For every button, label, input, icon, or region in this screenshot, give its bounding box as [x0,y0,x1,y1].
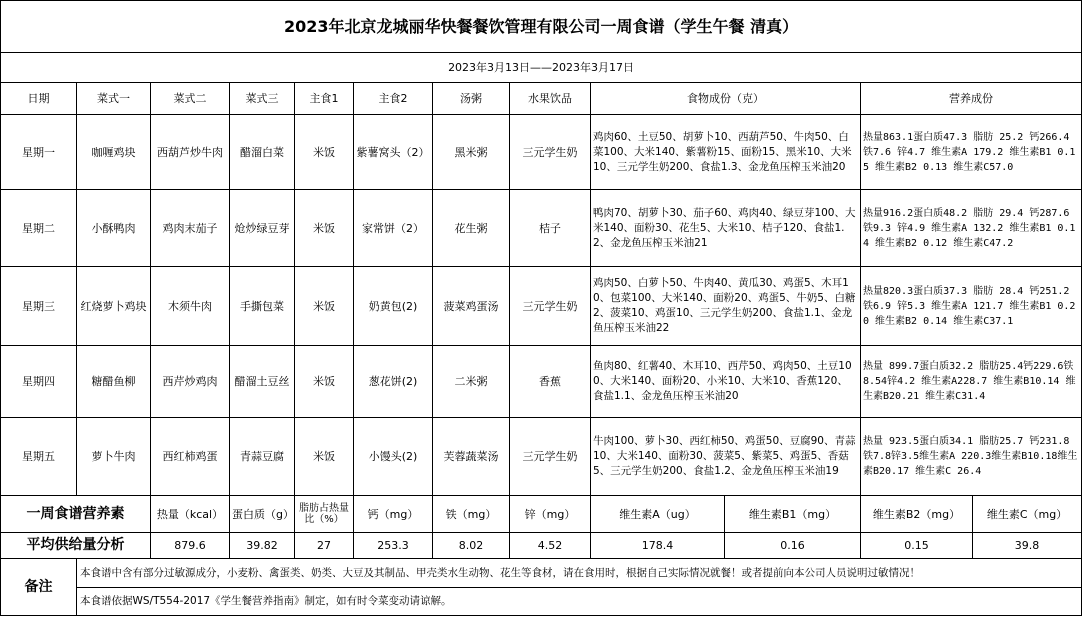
dish2: 西葫芦炒牛肉 [151,115,230,190]
summary-header-vitamin-a: 维生素A（ug） [591,496,725,533]
dish1: 咖喱鸡块 [77,115,151,190]
table-row [1,115,1082,190]
col-header-date: 日期 [1,83,77,115]
allergen-note: 本食谱中含有部分过敏源成分，小麦粉、禽蛋类、奶类、大豆及其制品、甲壳类水生动物、花生等食材，请在食用时，根据自己实际情况就餐！或者提前向本公司人员说明过敏情况！ [77,559,1082,588]
day-name: 星期四 [1,346,77,418]
summary-header-vitamin-c: 维生素C（mg） [973,496,1082,533]
dish1: 萝卜牛肉 [77,418,151,496]
dish3: 手撕包菜 [230,267,295,346]
dish2: 西红柿鸡蛋 [151,418,230,496]
col-header-dish2: 菜式二 [151,83,230,115]
table-row [1,267,1082,346]
nutrition-cell: 热量 923.5蛋白质34.1 脂肪25.7 钙231.8铁7.8锌3.5维生素A 220.3维生素B10.18维生素B20.17 维生素C 26.4 [861,418,1082,496]
staple1: 米饭 [295,115,354,190]
summary-value-protein: 39.82 [230,533,295,559]
dish2: 西芹炒鸡肉 [151,346,230,418]
col-header-soup: 汤粥 [433,83,510,115]
day-name: 星期二 [1,190,77,267]
dish3: 醋溜白菜 [230,115,295,190]
col-header-dish1: 菜式一 [77,83,151,115]
table-row [1,418,1082,496]
soup: 花生粥 [433,190,510,267]
dish3: 炝炒绿豆芽 [230,190,295,267]
soup: 芙蓉蔬菜汤 [433,418,510,496]
summary-header-calcium: 钙（mg） [354,496,433,533]
dish3: 青蒜豆腐 [230,418,295,496]
staple1: 米饭 [295,418,354,496]
dish1: 糖醋鱼柳 [77,346,151,418]
summary-value-vitamin-b2: 0.15 [861,533,973,559]
summary-value-vitamin-a: 178.4 [591,533,725,559]
notes-row [1,588,1082,616]
page-title: 2023年北京龙城丽华快餐餐饮管理有限公司一周食谱（学生午餐 清真） [1,1,1082,53]
notes-label: 备注 [1,559,77,616]
ingredients-cell: 鸡肉60、土豆50、胡萝卜10、西葫芦50、牛肉50、白菜100、大米140、紫薯粉15、面粉15、黑米10、大米10、三元学生奶200、食盐1.3、金龙鱼压榨玉米油20 [591,115,861,190]
summary-value-fat: 27 [295,533,354,559]
dish3: 醋溜土豆丝 [230,346,295,418]
col-header-fruit: 水果饮品 [510,83,591,115]
fruit-drink: 三元学生奶 [510,267,591,346]
dish1: 小酥鸭肉 [77,190,151,267]
summary-header-energy: 热量（kcal） [151,496,230,533]
day-name: 星期一 [1,115,77,190]
summary-value-calcium: 253.3 [354,533,433,559]
col-header-dish3: 菜式三 [230,83,295,115]
col-header-nutrition: 营养成份 [861,83,1082,115]
col-header-staple2: 主食2 [354,83,433,115]
dish2: 鸡肉末茄子 [151,190,230,267]
ingredients-cell: 牛肉100、萝卜30、西红柿50、鸡蛋50、豆腐90、青蒜10、大米140、面粉30、菠菜5、紫菜5、鸡蛋5、香菇5、三元学生奶200、食盐1.2、金龙鱼压榨玉米油19 [591,418,861,496]
col-header-staple1: 主食1 [295,83,354,115]
fruit-drink: 三元学生奶 [510,418,591,496]
col-header-ingredients: 食物成份（克） [591,83,861,115]
summary-value-row [1,533,1082,559]
summary-header-vitamin-b1: 维生素B1（mg） [725,496,861,533]
staple1: 米饭 [295,190,354,267]
nutrition-cell: 热量820.3蛋白质37.3 脂肪 28.4 钙251.2 铁6.9 锌5.3 维生素A 121.7 维生素B1 0.20 维生素B2 0.14 维生素C37.1 [861,267,1082,346]
header-row [1,83,1082,115]
ingredients-cell: 鱼肉80、红薯40、木耳10、西芹50、鸡肉50、土豆100、大米140、面粉20、小米10、大米10、香蕉120、食盐1.1、金龙鱼压榨玉米油20 [591,346,861,418]
table-row [1,190,1082,267]
staple2: 家常饼（2） [354,190,433,267]
staple2: 葱花饼(2) [354,346,433,418]
soup: 黑米粥 [433,115,510,190]
staple1: 米饭 [295,346,354,418]
notes-row [1,559,1082,588]
summary-value-vitamin-b1: 0.16 [725,533,861,559]
nutrition-cell: 热量863.1蛋白质47.3 脂肪 25.2 钙266.4 铁7.6 锌4.7 维生素A 179.2 维生素B1 0.15 维生素B2 0.13 维生素C57.0 [861,115,1082,190]
staple2: 奶黄包(2) [354,267,433,346]
day-name: 星期三 [1,267,77,346]
summary-value-iron: 8.02 [433,533,510,559]
summary-header-row [1,496,1082,533]
nutrition-cell: 热量916.2蛋白质48.2 脂肪 29.4 钙287.6 铁9.3 锌4.9 维生素A 132.2 维生素B1 0.14 维生素B2 0.12 维生素C47.2 [861,190,1082,267]
summary-header-protein: 蛋白质（g） [230,496,295,533]
date-range: 2023年3月13日——2023年3月17日 [1,53,1082,83]
summary-label-top: 一周食谱营养素 [1,496,151,533]
summary-value-energy: 879.6 [151,533,230,559]
summary-value-zinc: 4.52 [510,533,591,559]
staple1: 米饭 [295,267,354,346]
summary-header-vitamin-b2: 维生素B2（mg） [861,496,973,533]
dish1: 红烧萝卜鸡块 [77,267,151,346]
guideline-note: 本食谱依据WS/T554-2017《学生餐营养指南》制定，如有时令菜变动请谅解。 [77,588,1082,616]
summary-header-zinc: 锌（mg） [510,496,591,533]
nutrition-cell: 热量 899.7蛋白质32.2 脂肪25.4钙229.6铁8.54锌4.2 维生素A228.7 维生素B10.14 维生素B20.21 维生素C31.4 [861,346,1082,418]
fruit-drink: 香蕉 [510,346,591,418]
summary-header-fat: 脂肪占热量比（%） [295,496,354,533]
ingredients-cell: 鸡肉50、白萝卜50、牛肉40、黄瓜30、鸡蛋5、木耳10、包菜100、大米140、面粉20、鸡蛋5、牛奶5、白糖2、菠菜10、鸡蛋10、三元学生奶200、食盐1.1、金龙鱼压榨玉米油22 [591,267,861,346]
staple2: 小馒头(2) [354,418,433,496]
fruit-drink: 桔子 [510,190,591,267]
staple2: 紫薯窝头（2） [354,115,433,190]
table-row [1,346,1082,418]
day-name: 星期五 [1,418,77,496]
fruit-drink: 三元学生奶 [510,115,591,190]
soup: 二米粥 [433,346,510,418]
summary-label-bottom: 平均供给量分析 [1,533,151,559]
summary-value-vitamin-c: 39.8 [973,533,1082,559]
dish2: 木须牛肉 [151,267,230,346]
summary-header-iron: 铁（mg） [433,496,510,533]
ingredients-cell: 鸭肉70、胡萝卜30、茄子60、鸡肉40、绿豆芽100、大米140、面粉30、花生5、大米10、桔子120、食盐1.2、金龙鱼压榨玉米油21 [591,190,861,267]
soup: 菠菜鸡蛋汤 [433,267,510,346]
